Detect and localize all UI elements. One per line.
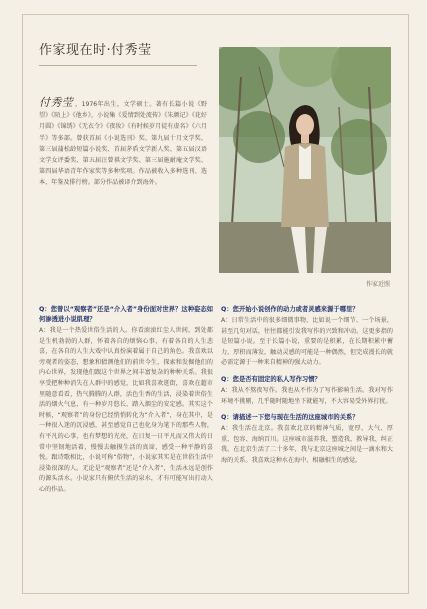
question-text: Q：您开始小说创作的动力或者灵感来源于哪里？ — [221, 306, 359, 313]
qa-column-left — [39, 305, 213, 502]
question-text: Q：请描述一下您与现在生活的这座城市的关系？ — [221, 414, 359, 422]
author-signature: 付秀莹 — [39, 96, 74, 109]
bio-text: ，1976年出生，文学硕士。著有长篇小说《野望》《陌上》《他乡》，小说集《爱情到处流传》《朱颜记》《花好月圆》《锦绣》《无衣令》《夜妆》《有时候岁月徒有虚名》《六月半》等多部。曾获首届《小说选刊》奖、第九届十月文学奖、第三届蒲松龄短篇小说奖、首届茅盾文学新人奖、第五届汉语文学女评委奖、第五届汪曾祺文学奖、第三届施耐庵文学奖、第四届华语青年作家奖等多种奖项。作品被收入多种选刊、选本、年鉴及排行榜。部分作品被译介到海外。 — [39, 101, 208, 187]
answer-text: A：我从不熬夜写作。我也从不作为了写作影响生活。我对写作环境不挑剔，几乎随时随地坐下就能写，不大容易受外界打扰。 — [221, 386, 393, 405]
answer-text: A：我生活在北京。我喜欢北京的精神气质，宽厚、大气、厚重、包容、海纳百川。这座城市滋养我、塑造我、教导我、纠正我。在北京生活了二十多年，我与北京这座城之间是一滴水和大海的关系。我喜欢这种水在海中、相融相生的感觉。 — [221, 425, 393, 464]
answer-text: A：日常生活中的很多细微事物，比如说一个细节、一个场景，甚至几句对话，往往都能引发我写作的兴致和冲动。这更多指的是短篇小说。至于长篇小说，重要的是积累，在长期积累中蓄力，厚积而薄发，触动灵感的可能是一种偶然，但完成漫长的就必需定源于一种来自精神的强大动力。 — [221, 317, 393, 367]
title-divider — [39, 65, 197, 66]
author-bio — [39, 97, 207, 189]
page-frame — [22, 14, 409, 594]
question-text: Q：您曾以“观察者”还是“介入者”身份面对世界？这种姿态如何渗透进小说肌理？ — [39, 306, 213, 323]
qa-column-right — [221, 305, 393, 473]
photo-caption: 作家近照 — [365, 281, 390, 288]
answer-text: A：我是一个热爱世俗生活的人。你看滚滚红尘人世间，到处都是生机勃勃的人群，怀着各自的烦恼心事，有着各自的人生悲喜，在各自的人生大戏中认真扮演着属于自己的角色。我喜欢以旁观者的姿态，想象和猜测他们的前世今生，探索和发掘他们的内心世界，发现他们跟这个世界之间丰富复杂的种种关系。我很享受把种种消失在人群中的感觉，比如我喜欢逛街，喜欢在超市里随意看看，热气腾腾的人群，活色生香的生活，浸染着世俗生活的烟火气息，有一种岁月悠长、踏入烟尘的安定感。其实这个时候，“观察者”的身份已经悄悄转化为“介入者”，身在其中，是一种很入迷的沉浸感，甚至感觉自己也化身为笔下的那些人物，有平凡的心事，也有梦想的光亮，在日复一日平凡而又伟大的日常中坚韧地活着，慢慢去触摸生活的真谛，感受一种平静的喜悦。跟诗歌相比，小说可称“俗物”，小说家其实是在世俗生活中浸染很深的人。无论是“观察者”还是“介入者”，生活永远是创作的源头活水。小说家只有俯伏生活的泉水，才有可能写出打动人心的作品。 — [39, 327, 213, 493]
question-text: Q：您是否有固定的私人写作习惯？ — [221, 375, 321, 383]
page-title: 作家现在时·付秀莹 — [39, 43, 152, 58]
author-photo — [219, 47, 391, 273]
